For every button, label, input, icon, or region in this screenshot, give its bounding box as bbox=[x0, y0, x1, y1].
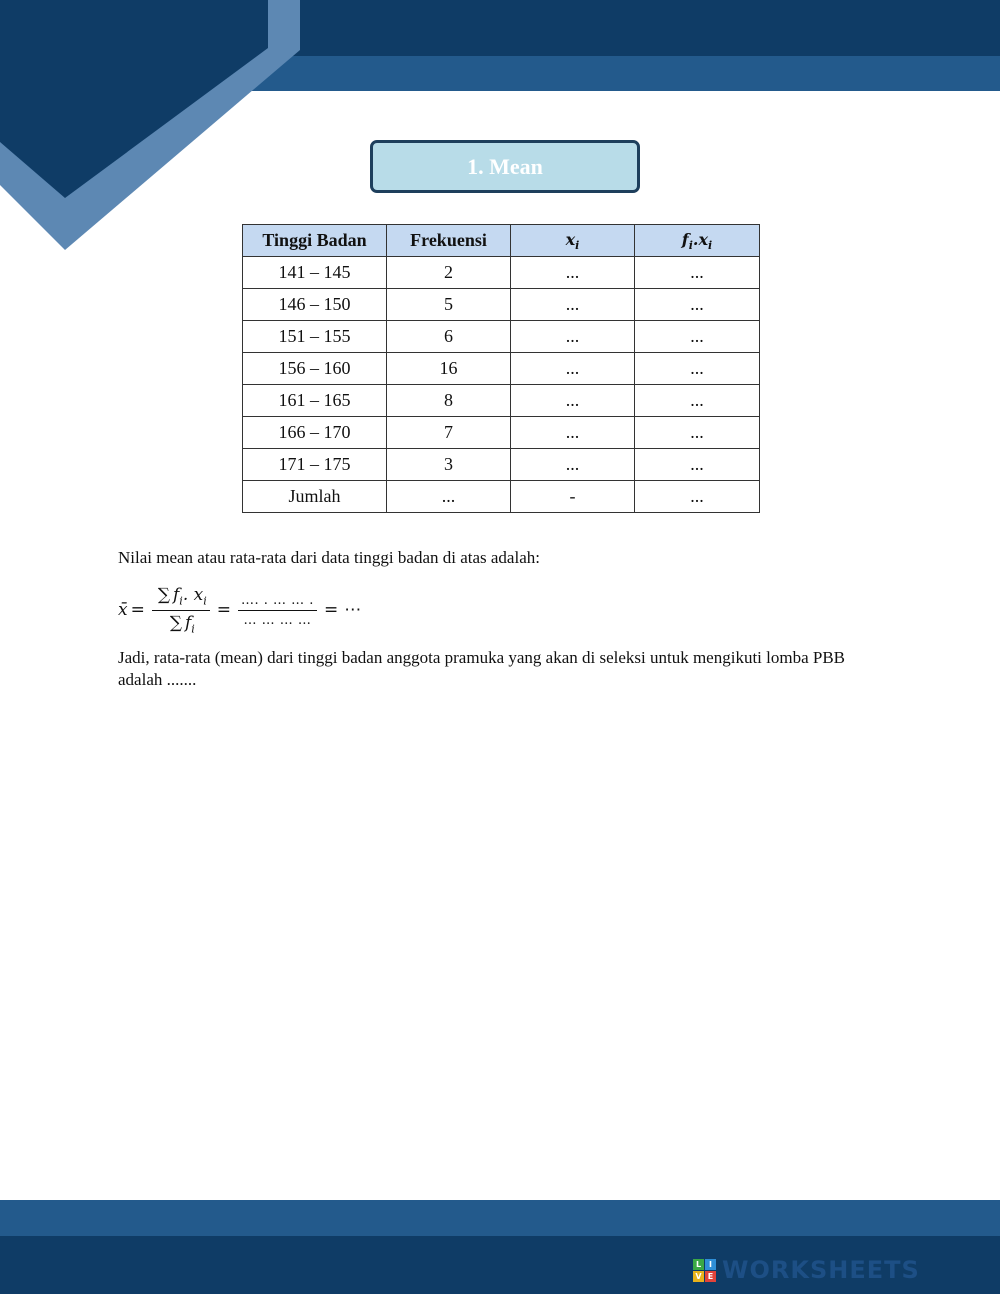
total-frequency-cell: ... bbox=[387, 481, 511, 513]
height-cell: 141 – 145 bbox=[243, 257, 387, 289]
product-cell: ... bbox=[635, 353, 760, 385]
frequency-cell: 8 bbox=[387, 385, 511, 417]
total-product-cell: ... bbox=[635, 481, 760, 513]
header-frequency: Frekuensi bbox=[387, 225, 511, 257]
formula-fraction: $\frac{\sum f_i. x_i}{\sum f_i}$ bbox=[152, 585, 210, 635]
frequency-cell: 6 bbox=[387, 321, 511, 353]
frequency-cell: 16 bbox=[387, 353, 511, 385]
table-row bbox=[243, 417, 760, 449]
table-row bbox=[243, 353, 760, 385]
midpoint-cell: ... bbox=[511, 321, 635, 353]
height-cell: 166 – 170 bbox=[243, 417, 387, 449]
product-cell: ... bbox=[635, 257, 760, 289]
conclusion-paragraph: Jadi, rata-rata (mean) dari tinggi badan anggota pramuka yang akan di seleksi untuk mengikuti lomba PBB adalah ....... bbox=[118, 648, 846, 689]
product-cell: ... bbox=[635, 417, 760, 449]
header-product: $f_i.x_i$ bbox=[635, 225, 760, 257]
product-cell: ... bbox=[635, 321, 760, 353]
blank-fraction: $\frac{\dots. . \dots \dots .}{\dots \dots \dots \dots}$ bbox=[238, 593, 317, 628]
midpoint-cell: ... bbox=[511, 449, 635, 481]
logo-letter: E bbox=[705, 1271, 716, 1282]
product-cell: ... bbox=[635, 449, 760, 481]
product-cell: ... bbox=[635, 385, 760, 417]
result-blank: ⋯ bbox=[344, 600, 362, 620]
table-row bbox=[243, 289, 760, 321]
logo-live-grid bbox=[693, 1259, 716, 1282]
midpoint-cell: ... bbox=[511, 417, 635, 449]
product-cell: ... bbox=[635, 289, 760, 321]
height-cell: 161 – 165 bbox=[243, 385, 387, 417]
section-title: 1. Mean bbox=[370, 140, 640, 193]
liveworksheets-logo bbox=[693, 1258, 920, 1282]
table-row bbox=[243, 385, 760, 417]
table-row bbox=[243, 449, 760, 481]
logo-letter: V bbox=[693, 1271, 704, 1282]
midpoint-cell: ... bbox=[511, 353, 635, 385]
midpoint-cell: ... bbox=[511, 289, 635, 321]
height-cell: 151 – 155 bbox=[243, 321, 387, 353]
header-height: Tinggi Badan bbox=[243, 225, 387, 257]
corner-decoration bbox=[0, 0, 300, 260]
midpoint-cell: ... bbox=[511, 257, 635, 289]
table-row bbox=[243, 257, 760, 289]
total-midpoint-cell: - bbox=[511, 481, 635, 513]
frequency-cell: 3 bbox=[387, 449, 511, 481]
height-cell: 146 – 150 bbox=[243, 289, 387, 321]
mean-symbol: x̄ bbox=[118, 600, 128, 620]
height-cell: 171 – 175 bbox=[243, 449, 387, 481]
table-header-row bbox=[243, 225, 760, 257]
table-row bbox=[243, 321, 760, 353]
frequency-cell: 7 bbox=[387, 417, 511, 449]
header-midpoint: $x_i$ bbox=[511, 225, 635, 257]
intro-paragraph: Nilai mean atau rata-rata dari data tinggi badan di atas adalah: bbox=[118, 548, 540, 567]
logo-letter: I bbox=[705, 1259, 716, 1270]
frequency-cell: 2 bbox=[387, 257, 511, 289]
frequency-cell: 5 bbox=[387, 289, 511, 321]
frequency-table bbox=[242, 224, 760, 513]
mean-formula: x̄ = $\frac{\sum f_i. x_i}{\sum f_i}$ = $\frac{\dots. . \dots \dots .}{\dots \dots \dots \dots}$ = ⋯ bbox=[118, 585, 362, 635]
table-total-row bbox=[243, 481, 760, 513]
footer-band-light bbox=[0, 1200, 1000, 1236]
height-cell: 156 – 160 bbox=[243, 353, 387, 385]
logo-wordmark: WORKSHEETS bbox=[722, 1256, 920, 1284]
midpoint-cell: ... bbox=[511, 385, 635, 417]
logo-letter: L bbox=[693, 1259, 704, 1270]
total-label-cell: Jumlah bbox=[243, 481, 387, 513]
